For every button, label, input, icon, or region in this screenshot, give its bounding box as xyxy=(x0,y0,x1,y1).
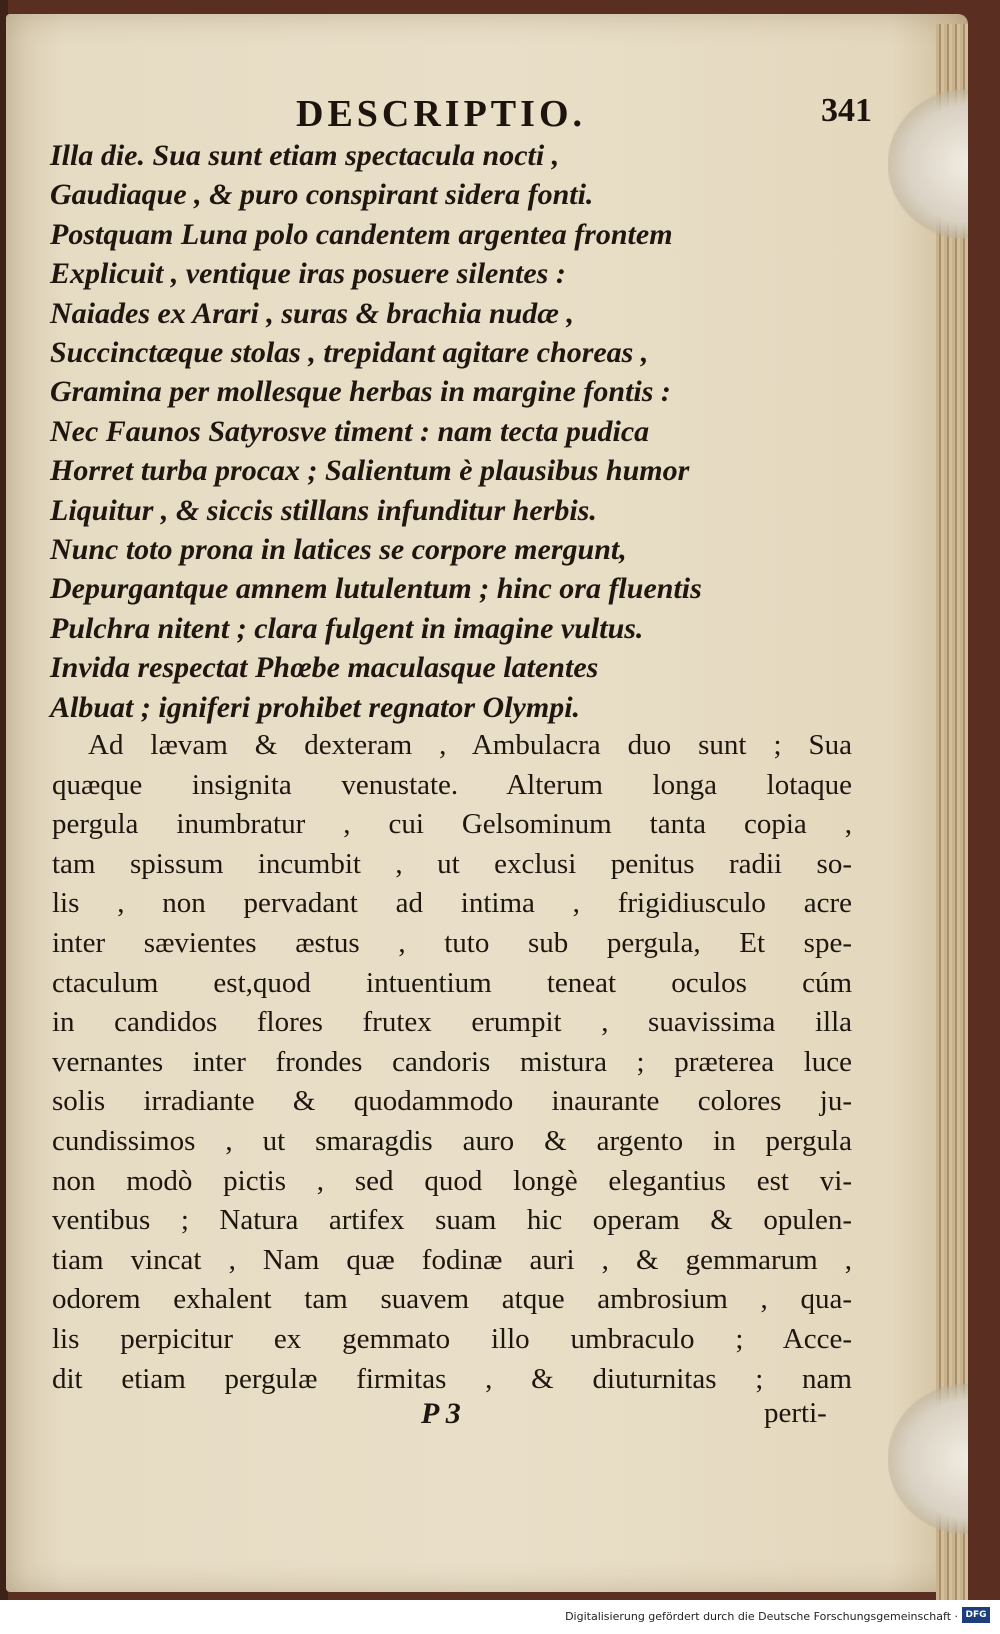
paper-leaf xyxy=(6,14,968,1592)
verse-block xyxy=(50,136,910,727)
verse-line: Albuat ; igniferi prohibet regnator Olympi. xyxy=(50,690,581,724)
prose-line: dit etiam pergulæ firmitas , & diuturnitas ; nam xyxy=(52,1362,852,1395)
prose-line: tiam vincat , Nam quæ fodinæ auri , & gemmarum , xyxy=(52,1243,852,1276)
prose-line: in candidos flores frutex erumpit , suavissima illa xyxy=(52,1006,852,1039)
prose-line: ventibus ; Natura artifex suam hic operam & opulen- xyxy=(52,1204,852,1237)
verse-line: Nunc toto prona in latices se corpore mergunt, xyxy=(50,533,627,567)
prose-line: Ad lævam & dexteram , Ambulacra duo sunt ; Sua xyxy=(88,729,852,761)
verse-line: Horret turba procax ; Salientum è plausibus humor xyxy=(50,454,690,488)
page-edges xyxy=(936,24,968,1600)
verse-line: Naiades ex Arari , suras & brachia nudæ , xyxy=(50,296,574,330)
funding-credit: Digitalisierung gefördert durch die Deutsche Forschungsgemeinschaft · xyxy=(565,1610,958,1623)
prose-line: lis perpicitur ex gemmato illo umbraculo ; Acce- xyxy=(52,1322,852,1355)
verse-line: Liquitur , & siccis stillans infunditur herbis. xyxy=(50,493,597,527)
verse-line: Illa die. Sua sunt etiam spectacula nocti , xyxy=(50,139,560,172)
verse-line: Gaudiaque , & puro conspirant sidera fonti. xyxy=(50,178,594,212)
verse-line: Invida respectat Phœbe maculasque latentes xyxy=(50,651,599,685)
prose-line: ctaculum est,quod intuentium teneat oculos cúm xyxy=(52,966,852,999)
verse-line: Postquam Luna polo candentem argentea frontem xyxy=(50,217,673,251)
prose-line: pergula inumbratur , cui Gelsominum tanta copia , xyxy=(52,808,852,841)
prose-line: inter sævientes æstus , tuto sub pergula, Et spe- xyxy=(52,926,852,959)
prose-block xyxy=(52,726,852,1399)
verse-line: Succinctæque stolas , trepidant agitare choreas , xyxy=(50,336,649,370)
dfg-logo: DFG xyxy=(962,1607,990,1623)
prose-line: vernantes inter frondes candoris mistura ; præterea luce xyxy=(52,1045,852,1078)
prose-line: quæque insignita venustate. Alterum longa lotaque xyxy=(52,768,852,801)
prose-line: lis , non pervadant ad intima , frigidiusculo acre xyxy=(52,887,852,920)
page-clip-bottom xyxy=(888,1384,968,1534)
prose-line: odorem exhalent tam suavem atque ambrosium , qua- xyxy=(52,1283,852,1316)
page-number: 341 xyxy=(821,92,872,129)
prose-line: cundissimos , ut smaragdis auro & argento in pergula xyxy=(52,1124,852,1157)
signature-mark: P 3 xyxy=(421,1397,461,1430)
verse-line: Gramina per mollesque herbas in margine fontis : xyxy=(50,375,671,409)
catchword: perti- xyxy=(764,1397,827,1429)
digitization-footer xyxy=(0,1600,1000,1634)
running-head: DESCRIPTIO. xyxy=(296,93,586,135)
prose-line: solis irradiante & quodammodo inaurante colores ju- xyxy=(52,1085,852,1118)
prose-line: tam spissum incumbit , ut exclusi penitus radii so- xyxy=(52,847,852,880)
verse-line: Pulchra nitent ; clara fulgent in imagine vultus. xyxy=(50,611,644,645)
verse-line: Explicuit , ventique iras posuere silentes : xyxy=(50,257,566,291)
prose-line: non modò pictis , sed quod longè elegantius est vi- xyxy=(52,1164,852,1197)
verse-line: Depurgantque amnem lutulentum ; hinc ora fluentis xyxy=(50,572,702,606)
page-header xyxy=(6,92,966,142)
verse-line: Nec Faunos Satyrosve timent : nam tecta pudica xyxy=(50,414,650,448)
